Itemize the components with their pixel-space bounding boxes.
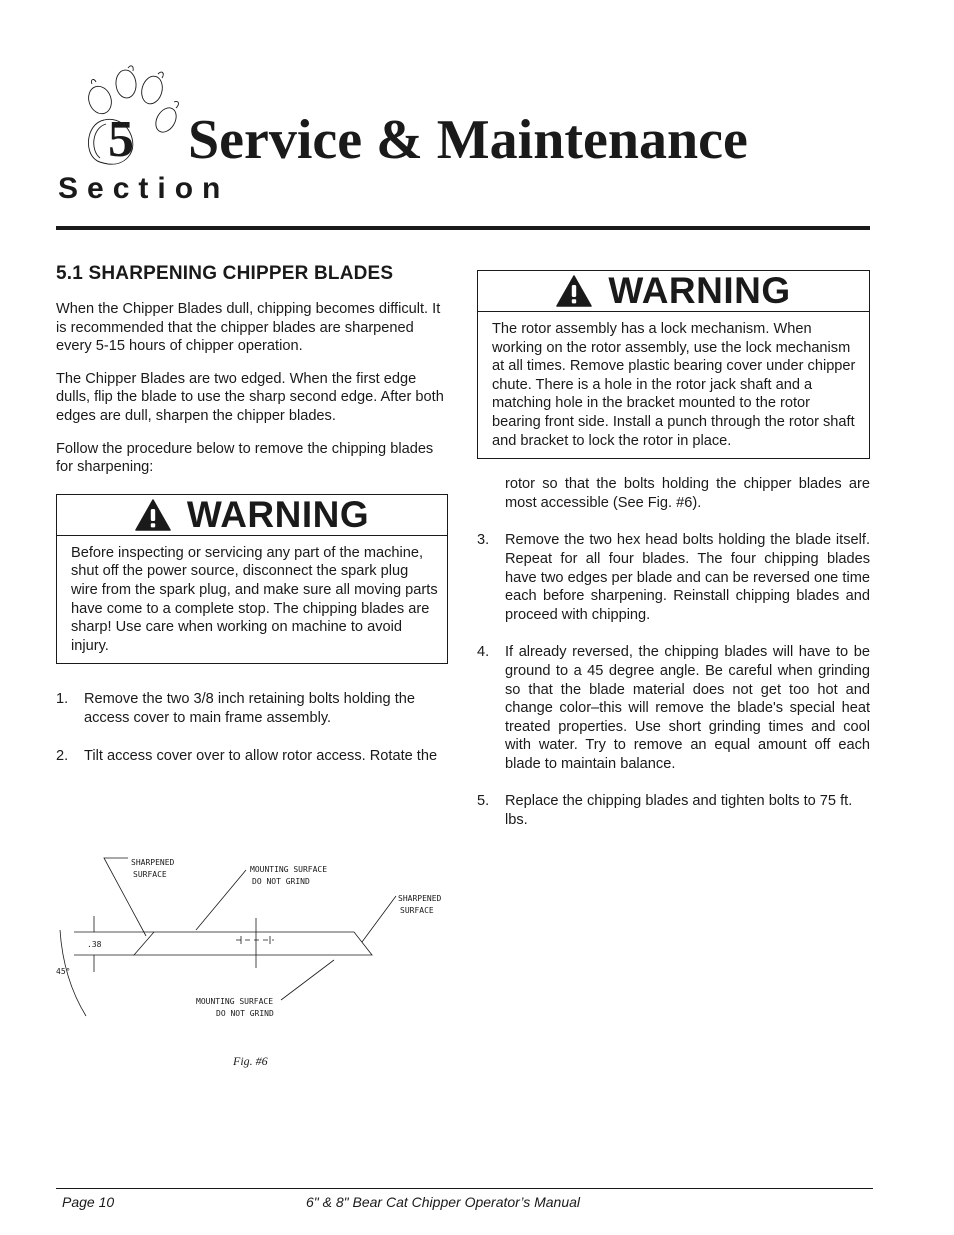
step-text: Tilt access cover over to allow rotor access. Rotate the [84,747,438,764]
step-number: 3. [477,532,490,549]
manual-title: 6" & 8" Bear Cat Chipper Operator’s Manual [306,1194,581,1210]
paw-print-icon [78,62,190,174]
step-number: 2. [56,747,69,764]
steps-list [477,531,870,829]
step-text: If already reversed, the chipping blades will have to be ground to a 45 degree angle. Be careful when grinding so that the blade material does not get too hot and change color–this will remove the blade's special heat treated properties. Use short grinding times and cool with water. Try to remove an equal amount off each blade to maintain balance. [505,644,870,772]
warning-triangle-icon [135,499,171,531]
step-text: Remove the two 3/8 inch retaining bolts holding the access cover to main frame assembly. [84,691,415,726]
paragraph: Follow the procedure below to remove the chipping blades for sharpening: [56,440,434,476]
list-item [477,792,870,829]
list-item [56,690,448,727]
label-surface-2: SURFACE [400,906,434,915]
warning-text: The rotor assembly has a lock mechanism. When working on the rotor assembly, use the lock mechanism at all times. Remove plastic bearing cover under chipper chute. There is a hole in the rotor jack shaft and a matching hole in the bracket mounted to the rotor bearing front side. Install a punch through the rotor shaft and bracket to lock the rotor in place. [492,321,856,449]
list-item [56,747,448,766]
page-number: Page 10 [62,1194,115,1210]
step-text: Remove the two hex head bolts holding the blade itself. Repeat for all four blades. The four chipping blades have two edges per blade and can be reversed one time each before sharpening. Reinstall chipping blades and proceed with chipping. [505,532,870,623]
step-number: 4. [477,644,490,661]
section-number: 5 [108,111,134,168]
section-heading: 5.1 SHARPENING CHIPPER BLADES [56,263,394,284]
warning-header [478,271,869,312]
label-sharpened-1: SHARPENED [131,858,175,867]
label-angle: 45° [56,967,71,976]
blade-diagram [56,850,456,1030]
step-number: 5. [477,793,490,810]
label-sharpened-2: SHARPENED [398,894,442,903]
list-item [477,531,870,624]
list-item [477,643,870,773]
section-label: Section [58,172,230,205]
step-text: Replace the chipping blades and tighten bolts to 75 ft. lbs. [505,793,853,829]
steps-list [56,690,448,765]
label-dimension: .38 [87,940,102,949]
warning-triangle-icon [556,275,592,307]
left-column [56,262,448,784]
label-surface-1: SURFACE [133,870,167,879]
blade-shape [134,932,372,955]
warning-header [57,495,447,536]
warning-box [56,494,448,665]
diagram-labels [56,858,442,1018]
warning-title: WARNING [608,270,791,311]
warning-text: Before inspecting or servicing any part of the machine, shut off the power source, disconnect the spark plug wire from the spark plug, and make sure all moving parts have come to a complete stop. The chipping blades are sharp! Use care when working on machine to avoid injury. [71,544,438,654]
label-mounting-bottom-2: DO NOT GRIND [216,1009,274,1018]
footer-rule [56,1188,873,1189]
header-rule [56,226,870,230]
label-mounting-bottom-1: MOUNTING SURFACE [196,997,274,1006]
warning-box [477,270,870,459]
paragraph: When the Chipper Blades dull, chipping becomes difficult. It is recommended that the chipper blades are sharpened every 5-15 hours of chipper operation. [56,301,441,355]
label-mounting-top-2: DO NOT GRIND [252,877,310,886]
step-number: 1. [56,691,69,708]
paragraph: The Chipper Blades are two edged. When the first edge dulls, flip the blade to use the sharp second edge. After both edges are dull, sharpen the chipper blades. [56,370,444,424]
figure-caption: Fig. #6 [233,1054,268,1068]
label-mounting-top-1: MOUNTING SURFACE [250,865,328,874]
right-column [477,270,870,849]
warning-title: WARNING [186,493,370,535]
section-title: Service & Maintenance [188,109,748,171]
step-continuation: rotor so that the bolts holding the chipper blades are most accessible (See Fig. #6). [505,476,870,511]
